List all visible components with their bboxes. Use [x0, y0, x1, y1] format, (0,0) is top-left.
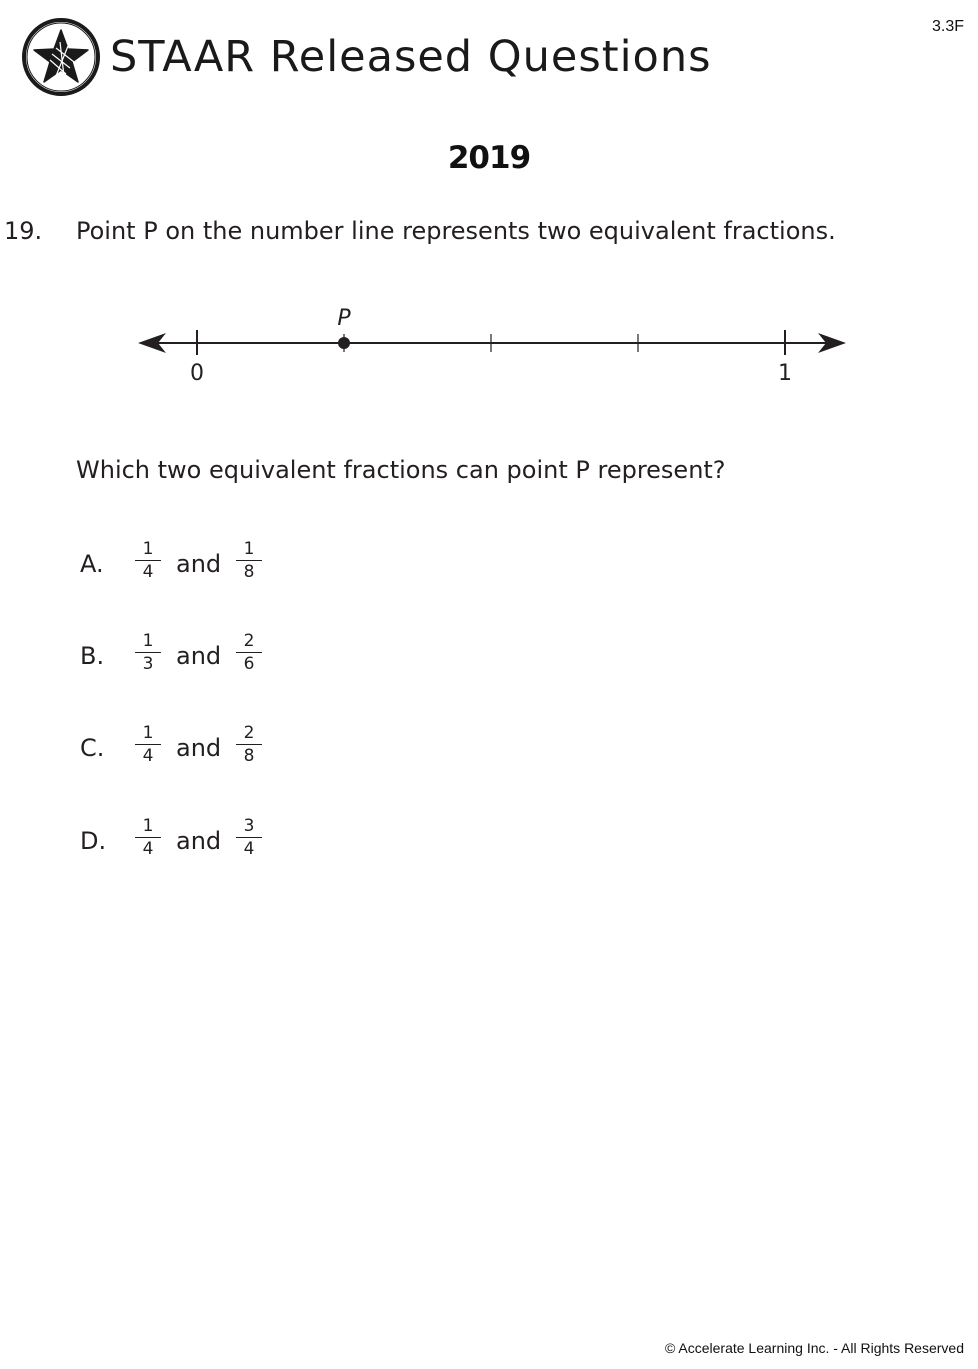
standard-code: 3.3F	[931, 18, 964, 35]
point-p-label: P	[337, 306, 351, 331]
question-number: 19.	[4, 217, 43, 245]
answer-choice-a[interactable]	[80, 538, 380, 588]
answer-choice-d[interactable]	[80, 815, 380, 865]
year-heading: 2019	[447, 140, 531, 176]
denominator: 4	[142, 562, 154, 582]
connector-text: and	[176, 734, 222, 762]
connector-text: and	[176, 827, 222, 855]
fraction	[237, 815, 261, 860]
answer-choice-b[interactable]	[80, 630, 380, 680]
numerator: 2	[243, 631, 255, 651]
fraction	[237, 538, 261, 583]
numerator: 2	[243, 723, 255, 743]
denominator: 3	[142, 654, 154, 674]
choice-letter: B.	[80, 642, 105, 670]
number-line-label-1: 1	[778, 361, 792, 386]
fraction	[237, 722, 261, 767]
answer-choice-c[interactable]	[80, 722, 380, 772]
numerator: 1	[142, 539, 154, 559]
fraction	[136, 722, 160, 767]
fraction	[136, 538, 160, 583]
number-line	[130, 300, 860, 400]
choice-letter: D.	[80, 827, 107, 855]
question-stem: Point P on the number line represents two equivalent fractions.	[76, 217, 836, 245]
denominator: 4	[142, 746, 154, 766]
numerator: 1	[243, 539, 255, 559]
choice-letter: C.	[80, 734, 105, 762]
question-prompt: Which two equivalent fractions can point P represent?	[76, 456, 726, 484]
numerator: 1	[142, 816, 154, 836]
point-p-marker	[338, 337, 350, 349]
denominator: 8	[243, 562, 255, 582]
numerator: 1	[142, 631, 154, 651]
denominator: 4	[243, 839, 255, 859]
denominator: 8	[243, 746, 255, 766]
fraction	[136, 815, 160, 860]
star-in-circle-icon	[20, 16, 102, 98]
choice-letter: A.	[80, 550, 104, 578]
connector-text: and	[176, 642, 222, 670]
denominator: 4	[142, 839, 154, 859]
connector-text: and	[176, 550, 222, 578]
numerator: 3	[243, 816, 255, 836]
number-line-label-0: 0	[190, 361, 204, 386]
fraction	[237, 630, 261, 675]
copyright-footer: © Accelerate Learning Inc. - All Rights Reserved	[664, 1340, 964, 1356]
numerator: 1	[142, 723, 154, 743]
denominator: 6	[243, 654, 255, 674]
page-title: STAAR Released Questions	[110, 32, 712, 82]
fraction	[136, 630, 160, 675]
